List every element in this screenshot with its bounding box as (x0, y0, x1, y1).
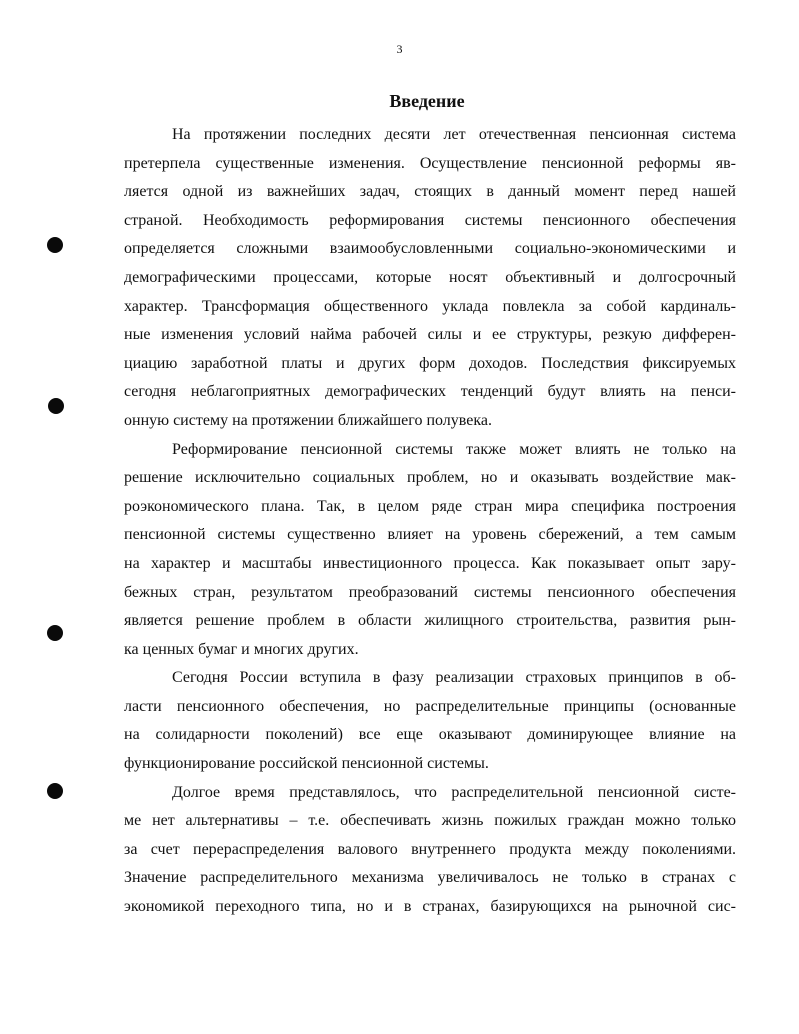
text-line: претерпела существенные изменения. Осуществление пенсионной реформы яв- (124, 154, 736, 172)
text-line: решение исключительно социальных проблем, но и оказывать воздействие мак- (124, 469, 736, 487)
text-line: ласти пенсионного обеспечения, но распределительные принципы (основанные (124, 697, 736, 715)
document-body (124, 121, 736, 922)
text-line: Реформирование пенсионной системы также может влиять не только на (172, 440, 736, 458)
text-line: на характер и масштабы инвестиционного процесса. Как показывает опыт зару- (124, 554, 736, 572)
text-line: бежных стран, результатом преобразований системы пенсионного обеспечения (124, 583, 736, 601)
paragraph-1 (124, 121, 736, 436)
text-line: сегодня неблагоприятных демографических тенденций будут влиять на пенси- (124, 383, 736, 401)
text-line: определяется сложными взаимообусловленными социально-экономическими и (124, 240, 736, 258)
text-line: пенсионной системы существенно влияет на уровень сбережений, а тем самым (124, 526, 736, 544)
text-line: ные изменения условий найма рабочей силы и ее структуры, резкую дифферен- (124, 326, 736, 344)
text-line: на солидарности поколений) все еще оказывают доминирующее влияние на (124, 726, 736, 744)
text-line: характер. Трансформация общественного уклада повлекла за собой кардиналь- (124, 297, 736, 315)
binder-hole (47, 625, 63, 641)
text-line: ляется одной из важнейших задач, стоящих в данный момент перед нашей (124, 183, 736, 201)
paragraph-4 (124, 779, 736, 922)
text-line: Сегодня России вступила в фазу реализации страховых принципов в об- (172, 669, 736, 687)
text-line: онную систему на протяжении ближайшего полувека. (124, 411, 492, 429)
text-line: ка ценных бумаг и многих других. (124, 640, 359, 658)
text-line: На протяжении последних десяти лет отечественная пенсионная система (172, 126, 736, 143)
text-line: страной. Необходимость реформирования системы пенсионного обеспечения (124, 211, 736, 229)
text-line: функционирование российской пенсионной системы. (124, 755, 489, 773)
text-line: ме нет альтернативы – т.е. обеспечивать жизнь пожилых граждан можно только (124, 812, 736, 830)
paragraph-3 (124, 664, 736, 778)
text-line: Значение распределительного механизма увеличивалось не только в странах с (124, 869, 736, 887)
binder-hole (47, 237, 63, 253)
page-number: 3 (396, 42, 403, 56)
page-title: Введение (389, 91, 465, 111)
text-line: циацию заработной платы и других форм доходов. Последствия фиксируемых (124, 354, 736, 372)
text-line: является решение проблем в области жилищного строительства, развития рын- (124, 612, 736, 630)
text-line: Долгое время представлялось, что распределительной пенсионной систе- (172, 783, 736, 801)
binder-hole (48, 398, 64, 414)
text-line: роэкономического плана. Так, в целом ряде стран мира специфика построения (124, 497, 736, 515)
paragraph-2 (124, 436, 736, 665)
text-line: демографическими процессами, которые носят объективный и долгосрочный (124, 268, 736, 286)
binder-hole (47, 783, 63, 799)
text-line: экономикой переходного типа, но и в странах, базирующихся на рыночной сис- (124, 898, 736, 916)
text-line: за счет перераспределения валового внутреннего продукта между поколениями. (124, 840, 736, 858)
